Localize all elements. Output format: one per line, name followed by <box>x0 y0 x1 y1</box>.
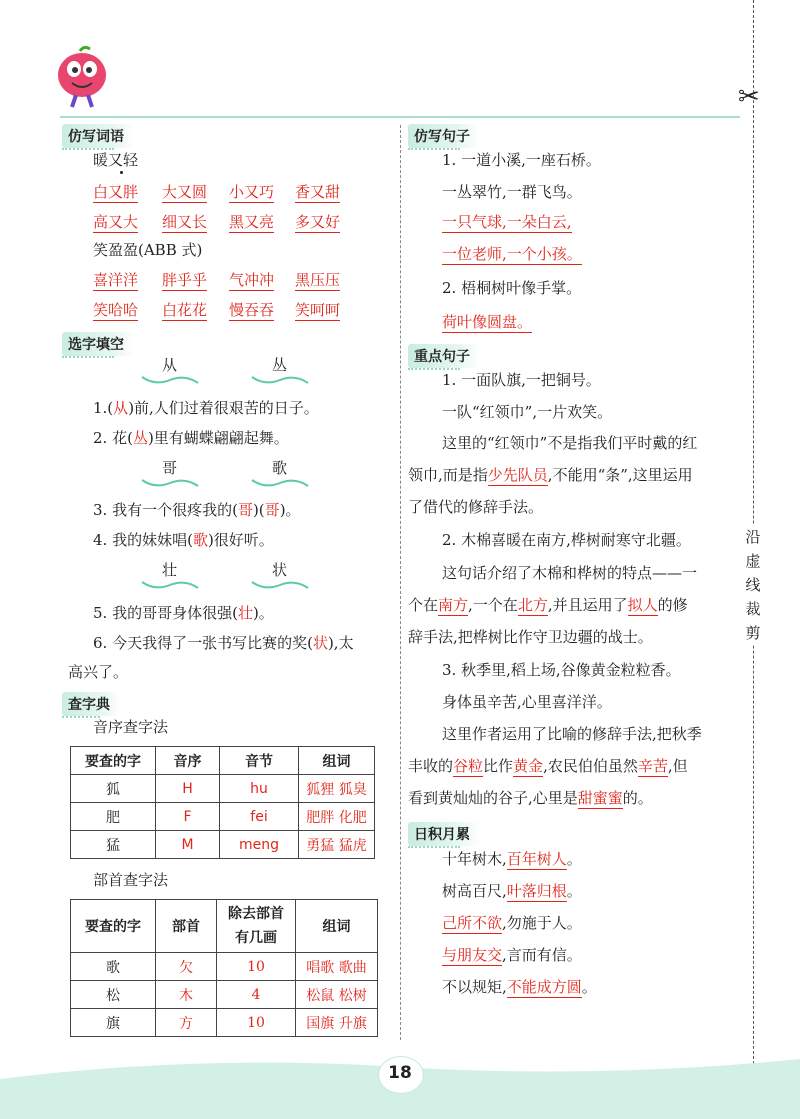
explanation-line: 辞手法,把桦树比作守卫边疆的战士。 <box>408 628 653 646</box>
explanation-line: 了借代的修辞手法。 <box>408 498 544 516</box>
table-cell: 4 <box>217 981 296 1009</box>
prompt-abb: 笑盈盈(ABB 式) <box>93 241 203 259</box>
table-row <box>71 1009 378 1037</box>
table-cell: 方 <box>156 1009 217 1037</box>
proverb-line: 不以规矩,不能成方圆。 <box>442 978 597 996</box>
table-row <box>71 981 378 1009</box>
table-cell: 猛 <box>71 831 156 859</box>
proverb-line: 己所不欲,勿施于人。 <box>442 914 582 932</box>
radical-lookup-table <box>70 899 378 1037</box>
explanation-line: 这里的“红领巾”不是指我们平时戴的红 <box>442 434 698 452</box>
table-cell: 木 <box>156 981 217 1009</box>
phonetic-lookup-table <box>70 746 375 859</box>
question-5: 5. 我的哥哥身体很强(壮)。 <box>93 604 274 622</box>
word-answer: 慢吞吞 <box>229 301 275 319</box>
question-6: 6. 今天我得了一张书写比赛的奖(状),太 <box>93 634 354 652</box>
table-row <box>71 953 378 981</box>
word-answer: 小又巧 <box>229 183 275 201</box>
word-answer: 黑压压 <box>295 271 341 289</box>
explanation-line: 这里作者运用了比喻的修辞手法,把秋季 <box>442 725 702 743</box>
table-header: 部首 <box>156 900 217 953</box>
word-answer: 胖乎乎 <box>162 271 208 289</box>
section-title-copy-words: 仿写词语 <box>62 124 134 148</box>
sentence-line: 2. 梧桐树叶像手掌。 <box>442 279 582 297</box>
sentence-answer: 一位老师,一个小孩。 <box>442 245 582 263</box>
char-choice: 从 <box>162 356 178 374</box>
table-cell: 狐 <box>71 775 156 803</box>
emphasis-dot <box>120 171 123 174</box>
method-radical: 部首查字法 <box>93 871 169 889</box>
page-number: 18 <box>388 1063 412 1083</box>
table-row <box>71 831 375 859</box>
section-title-copy-sentences: 仿写句子 <box>408 124 480 148</box>
word-answer: 白花花 <box>162 301 208 319</box>
apple-mascot-icon <box>52 45 112 110</box>
explanation-line: 看到黄灿灿的谷子,心里是甜蜜蜜的。 <box>408 789 653 807</box>
word-answer: 笑呵呵 <box>295 301 341 319</box>
sentence-line: 2. 木棉喜暖在南方,桦树耐寒守北疆。 <box>442 531 691 549</box>
explanation-line: 丰收的谷粒比作黄金,农民伯伯虽然辛苦,但 <box>408 757 688 775</box>
table-cell: 勇猛 猛虎 <box>299 831 375 859</box>
word-answer: 细又长 <box>162 213 208 231</box>
table-cell: 国旗 升旗 <box>296 1009 378 1037</box>
table-row <box>71 803 375 831</box>
explanation-line: 领巾,而是指少先队员,不能用“条”,这里运用 <box>408 466 693 484</box>
sentence-line: 一队“红领巾”,一片欢笑。 <box>442 403 613 421</box>
char-choice: 壮 <box>162 561 178 579</box>
word-answer: 黑又亮 <box>229 213 275 231</box>
word-answer: 香又甜 <box>295 183 341 201</box>
sentence-line: 一丛翠竹,一群飞鸟。 <box>442 183 582 201</box>
table-header: 音节 <box>220 747 299 775</box>
wave-decoration <box>140 579 200 591</box>
table-header: 组词 <box>299 747 375 775</box>
proverb-line: 与朋友交,言而有信。 <box>442 946 582 964</box>
table-header: 要查的字 <box>71 900 156 953</box>
word-answer: 高又大 <box>93 213 139 231</box>
question-1: 1.(从)前,人们过着很艰苦的日子。 <box>93 399 319 417</box>
prompt-nuan-you-qing: 暖又轻 <box>93 151 139 169</box>
word-answer: 笑哈哈 <box>93 301 139 319</box>
table-cell: 松 <box>71 981 156 1009</box>
table-cell: 肥 <box>71 803 156 831</box>
table-cell: 10 <box>217 1009 296 1037</box>
word-answer: 多又好 <box>295 213 341 231</box>
table-cell: F <box>156 803 220 831</box>
wave-decoration <box>250 477 310 489</box>
table-header: 组词 <box>296 900 378 953</box>
table-row <box>71 775 375 803</box>
table-cell: 欠 <box>156 953 217 981</box>
explanation-line: 这句话介绍了木棉和桦树的特点——一 <box>442 564 698 582</box>
word-answer: 喜洋洋 <box>93 271 139 289</box>
table-cell: 狐狸 狐臭 <box>299 775 375 803</box>
wave-decoration <box>250 579 310 591</box>
table-cell: 旗 <box>71 1009 156 1037</box>
word-answer: 大又圆 <box>162 183 208 201</box>
table-cell: meng <box>220 831 299 859</box>
sentence-answer: 一只气球,一朵白云, <box>442 213 572 231</box>
sentence-line: 3. 秋季里,稻上场,谷像黄金粒粒香。 <box>442 661 681 679</box>
scissors-icon: ✂ <box>738 82 760 112</box>
column-divider <box>400 125 401 1040</box>
table-header: 要查的字 <box>71 747 156 775</box>
sentence-line: 身体虽辛苦,心里喜洋洋。 <box>442 693 612 711</box>
char-choice: 歌 <box>272 459 288 477</box>
word-answer: 白又胖 <box>93 183 139 201</box>
question-4: 4. 我的妹妹唱(歌)很好听。 <box>93 531 274 549</box>
wave-decoration <box>140 477 200 489</box>
proverb-line: 树高百尺,叶落归根。 <box>442 882 582 900</box>
char-choice: 丛 <box>272 356 288 374</box>
table-cell: 歌 <box>71 953 156 981</box>
cut-instruction: 沿 虚 线 裁 剪 <box>744 525 762 645</box>
table-header: 除去部首 有几画 <box>217 900 296 953</box>
wave-decoration <box>250 374 310 386</box>
table-cell: 松鼠 松树 <box>296 981 378 1009</box>
section-title-choose-character: 选字填空 <box>62 332 134 356</box>
table-cell: H <box>156 775 220 803</box>
wave-decoration <box>140 374 200 386</box>
explanation-line: 个在南方,一个在北方,并且运用了拟人的修 <box>408 596 688 614</box>
table-cell: 10 <box>217 953 296 981</box>
question-3: 3. 我有一个很疼我的(哥)(哥)。 <box>93 501 301 519</box>
section-title-accumulation: 日积月累 <box>408 822 480 846</box>
table-cell: M <box>156 831 220 859</box>
table-cell: hu <box>220 775 299 803</box>
proverb-line: 十年树木,百年树人。 <box>442 850 582 868</box>
table-cell: 肥胖 化肥 <box>299 803 375 831</box>
char-choice: 状 <box>272 561 288 579</box>
method-phonetic: 音序查字法 <box>93 718 169 736</box>
section-title-dictionary: 查字典 <box>62 692 120 716</box>
word-answer: 气冲冲 <box>229 271 275 289</box>
section-title-key-sentences: 重点句子 <box>408 344 480 368</box>
sentence-line: 1. 一道小溪,一座石桥。 <box>442 151 601 169</box>
question-2: 2. 花(丛)里有蝴蝶翩翩起舞。 <box>93 429 289 447</box>
table-cell: 唱歌 歌曲 <box>296 953 378 981</box>
header-rule <box>60 116 740 118</box>
sentence-answer: 荷叶像圆盘。 <box>442 313 533 331</box>
char-choice: 哥 <box>162 459 178 477</box>
question-6-cont: 高兴了。 <box>68 663 129 681</box>
sentence-line: 1. 一面队旗,一把铜号。 <box>442 371 601 389</box>
table-cell: fei <box>220 803 299 831</box>
table-header: 音序 <box>156 747 220 775</box>
